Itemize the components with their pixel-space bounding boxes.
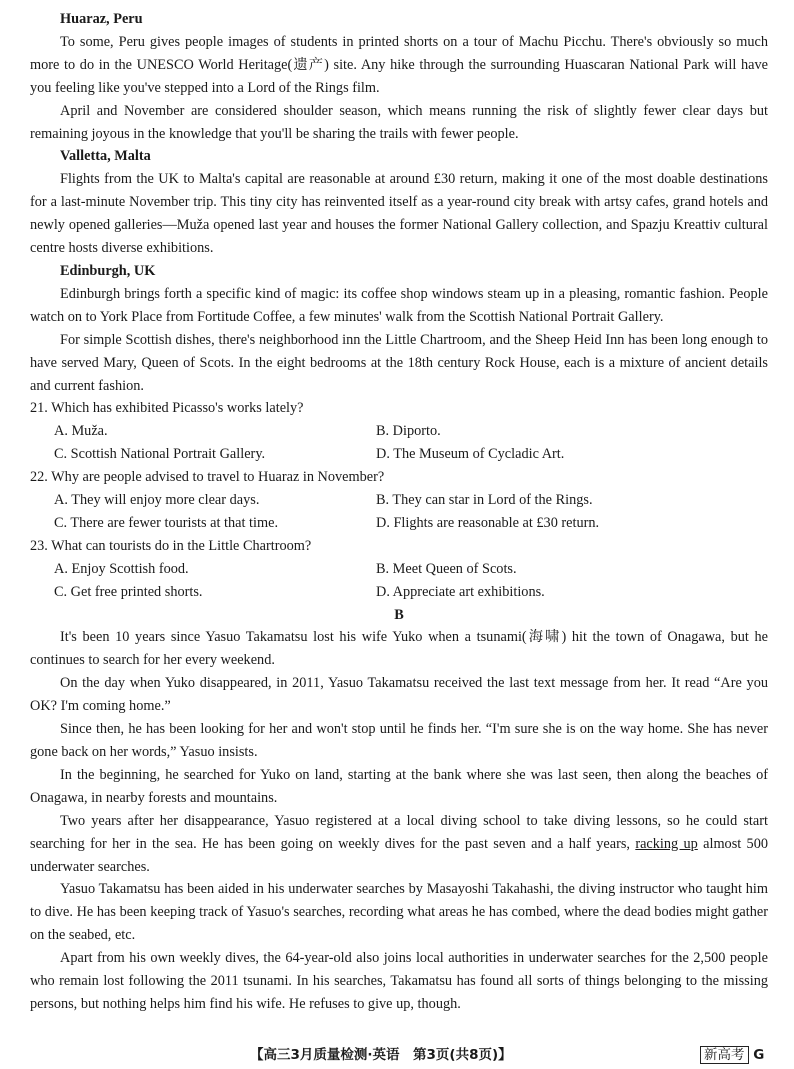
footer-badge: 新高考	[700, 1046, 749, 1064]
paragraph-edinburgh-1: Edinburgh brings forth a specific kind of magic: its coffee shop windows steam up in a pleasing, romantic fashion. People watch on to York Place from Fortitude Coffee, a few minutes' walk from the Scottish National Portrait Gallery.	[30, 285, 768, 325]
option-c: C. There are fewer tourists at that time.	[54, 514, 279, 531]
footer-edition	[700, 1046, 764, 1064]
paragraph-huaraz-2: April and November are considered shoulder season, which means running the risk of slightly fewer clear days but remaining joyous in the knowledge that you'll be sharing the trails with fewer people.	[30, 102, 768, 142]
paragraph-valletta-1: Flights from the UK to Malta's capital are reasonable at around £30 return, making it one of the most doable destinations for a last-minute November trip. This tiny city has reinvented itself as a year-round city break with artsy cafes, grand hotels and newly opened galleries—Muža opened last year and houses the former National Gallery collection, and Spazju Kreattiv cultural centre hosts diverse exhibitions.	[30, 171, 768, 257]
option-b: B. Diporto.	[376, 423, 441, 440]
option-c: C. Scottish National Portrait Gallery.	[54, 446, 266, 463]
question-23	[30, 535, 768, 604]
option-b: B. They can star in Lord of the Rings.	[376, 492, 593, 509]
question-stem: 22. Why are people advised to travel to Huaraz in November?	[30, 469, 385, 486]
option-b: B. Meet Queen of Scots.	[376, 560, 517, 577]
option-a: A. Muža.	[54, 423, 108, 440]
paragraph-b-7: Apart from his own weekly dives, the 64-year-old also joins local authorities in underwater searches for the 2,500 people who remain lost following the 2011 tsunami. In his searches, Takamatsu has found all sorts of things belonging to the missing persons, but nothing helps him find his wife. He refuses to give up, though.	[30, 950, 768, 1012]
section-b-label: B	[394, 606, 404, 623]
paragraph-b-1: It's been 10 years since Yasuo Takamatsu lost his wife Yuko when a tsunami(海啸) hit the town of Onagawa, but he continues to search for her every weekend.	[30, 629, 768, 669]
question-22	[30, 466, 768, 535]
paragraph-huaraz-1: To some, Peru gives people images of students in printed shorts on a tour of Machu Picchu. There's obviously so much more to do in the UNESCO World Heritage(遗产) site. Any hike through the surrounding Huascaran National Park will have you feeling like you've stepped into a Lord of the Rings film.	[30, 33, 768, 96]
heading-huaraz: Huaraz, Peru	[60, 11, 143, 27]
footer-letter: G	[753, 1047, 765, 1063]
heading-valletta: Valletta, Malta	[60, 148, 151, 165]
heading-edinburgh: Edinburgh, UK	[60, 262, 156, 279]
underlined-phrase: racking up	[635, 835, 698, 852]
paragraph-b-3: Since then, he has been looking for her and won't stop until he finds her. “I'm sure she is on the way home. She has never gone back on her words,” Yasuo insists.	[30, 721, 768, 760]
paragraph-edinburgh-2: For simple Scottish dishes, there's neighborhood inn the Little Chartroom, and the Sheep Heid Inn has been long enough to have served Mary, Queen of Scots. In the eight bedrooms at the 18th century Rock House, each is a mixture of ancient details and current fashion.	[30, 331, 768, 394]
option-c: C. Get free printed shorts.	[54, 583, 203, 600]
option-d: D. Appreciate art exhibitions.	[376, 583, 545, 600]
option-a: A. They will enjoy more clear days.	[54, 492, 260, 509]
paragraph-b-2: On the day when Yuko disappeared, in 2011, Yasuo Takamatsu received the last text message from her. It read “Are you OK? I'm coming home.”	[30, 675, 768, 715]
paragraph-b-5	[30, 810, 768, 879]
paragraph-b-5-end: almost 500 underwater searches.	[30, 835, 768, 875]
option-grid	[30, 420, 768, 466]
page-content	[30, 8, 768, 1016]
question-stem: 21. Which has exhibited Picasso's works lately?	[30, 400, 304, 417]
footer-page-info: 【高三3月质量检测·英语 第3页(共8页)】	[250, 1047, 512, 1063]
option-a: A. Enjoy Scottish food.	[54, 560, 189, 577]
option-grid	[30, 558, 768, 604]
paragraph-b-4: In the beginning, he searched for Yuko on land, starting at the bank where she was last seen, then along the beaches of Onagawa, in nearby forests and mountains.	[30, 766, 768, 806]
option-d: D. The Museum of Cycladic Art.	[376, 446, 565, 463]
question-stem: 23. What can tourists do in the Little Chartroom?	[30, 537, 312, 554]
question-21	[30, 397, 768, 466]
paragraph-b-5-start: Two years after her disappearance, Yasuo registered at a local diving school to take diving lessons, so he could start searching for her in the sea. He has been going on weekly dives for the past seven and a half years,	[30, 812, 768, 852]
option-d: D. Flights are reasonable at £30 return.	[376, 514, 600, 531]
paragraph-b-6: Yasuo Takamatsu has been aided in his underwater searches by Masayoshi Takahashi, the diving instructor who taught him to dive. He has been keeping track of Yasuo's searches, recording what areas he has combed, where the dead bodies might gather on the seabed, etc.	[30, 881, 768, 944]
option-grid	[30, 489, 768, 535]
